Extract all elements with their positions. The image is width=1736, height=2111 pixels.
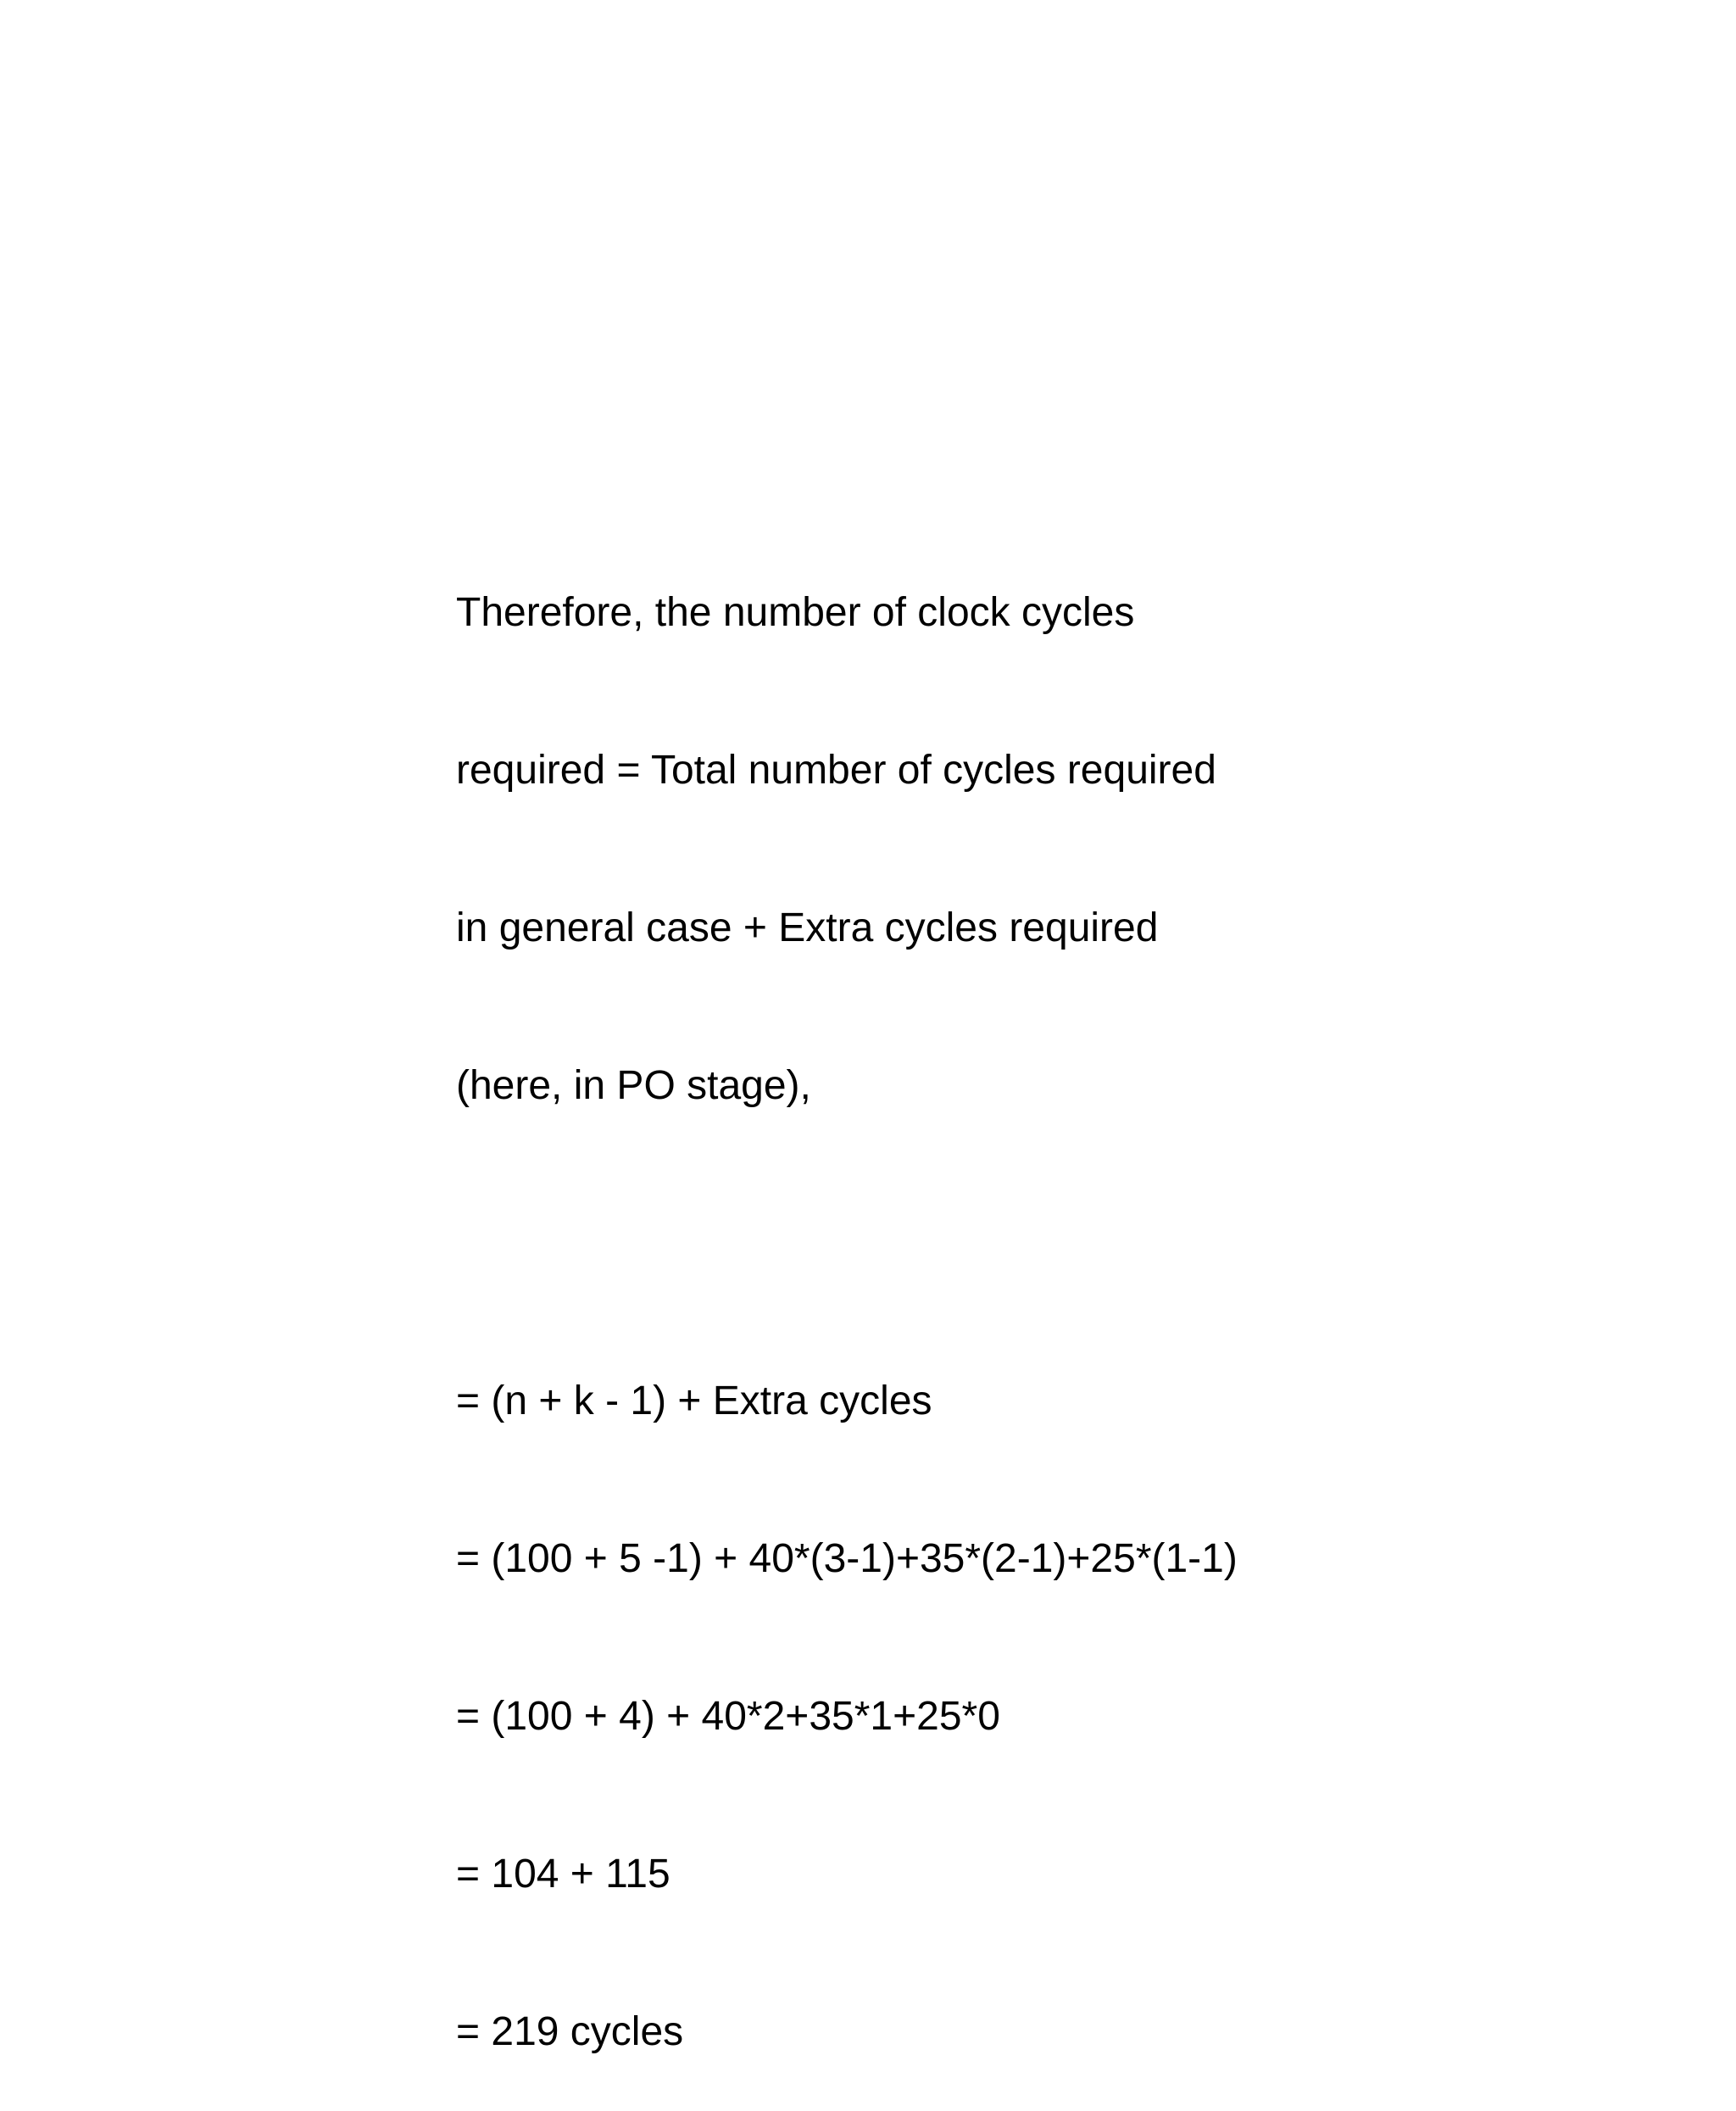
paragraph-line: (here, in PO stage), <box>456 1063 811 1108</box>
paragraph-line: in general case + Extra cycles required <box>456 905 1159 950</box>
slide-text <box>456 482 1473 2111</box>
paragraph-line: required = Total number of cycles required <box>456 748 1216 793</box>
calculation-line: = 104 + 115 <box>456 1852 670 1897</box>
paragraph-line: Therefore, the number of clock cycles <box>456 590 1135 635</box>
blank-line <box>456 1217 1473 1270</box>
calculation-result: = 219 cycles <box>456 2009 684 2054</box>
calculation-line: = (100 + 5 -1) + 40*(3-1)+35*(2-1)+25*(1-1) <box>456 1536 1238 1581</box>
calculation-line: = (100 + 4) + 40*2+35*1+25*0 <box>456 1694 1000 1739</box>
calculation-line: = (n + k - 1) + Extra cycles <box>456 1379 932 1423</box>
